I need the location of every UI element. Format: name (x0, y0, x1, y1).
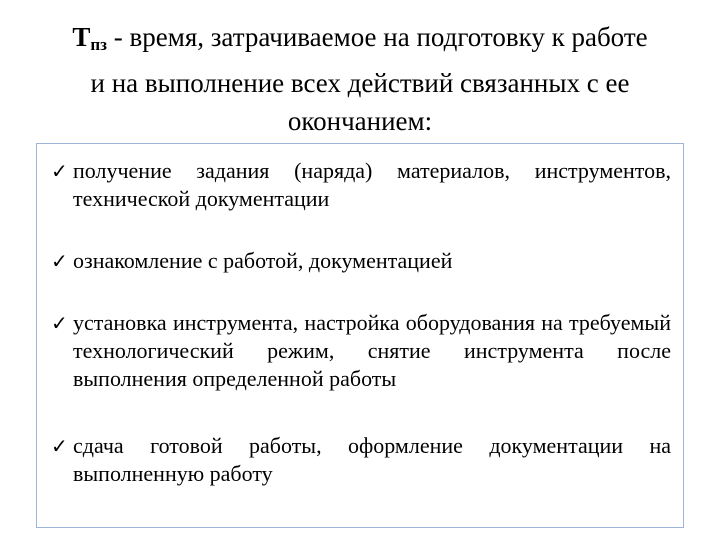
checkmark-icon: ✓ (51, 311, 68, 335)
checkmark-icon: ✓ (51, 434, 68, 458)
title-symbol: Т (72, 22, 91, 52)
list-item (51, 247, 671, 275)
list-item (51, 432, 671, 488)
title-line-3: окончанием: (287, 106, 433, 136)
title-line-2: и на выполнение всех действий связанных с ее (90, 68, 630, 98)
title-symbol-subscript: пз (90, 35, 108, 54)
checkmark-icon: ✓ (51, 159, 68, 183)
title-line-1 (0, 18, 720, 64)
checkmark-icon: ✓ (51, 249, 68, 273)
list-item (51, 309, 671, 393)
list-item-text: получение задания (наряда) материалов, инструментов, технической документации (73, 158, 671, 211)
list-item-text: ознакомление с работой, документацией (73, 248, 453, 273)
title-line-1-text: - время, затрачиваемое на подготовку к работе (107, 22, 648, 52)
content-box (36, 143, 684, 528)
slide-title (0, 18, 720, 140)
list-item (51, 157, 671, 213)
list-item-text: установка инструмента, настройка оборудования на требуемый технологический режим, снятие инструмента после выполнения определенной работы (73, 310, 671, 391)
list-item-text: сдача готовой работы, оформление документации на выполненную работу (73, 433, 671, 486)
